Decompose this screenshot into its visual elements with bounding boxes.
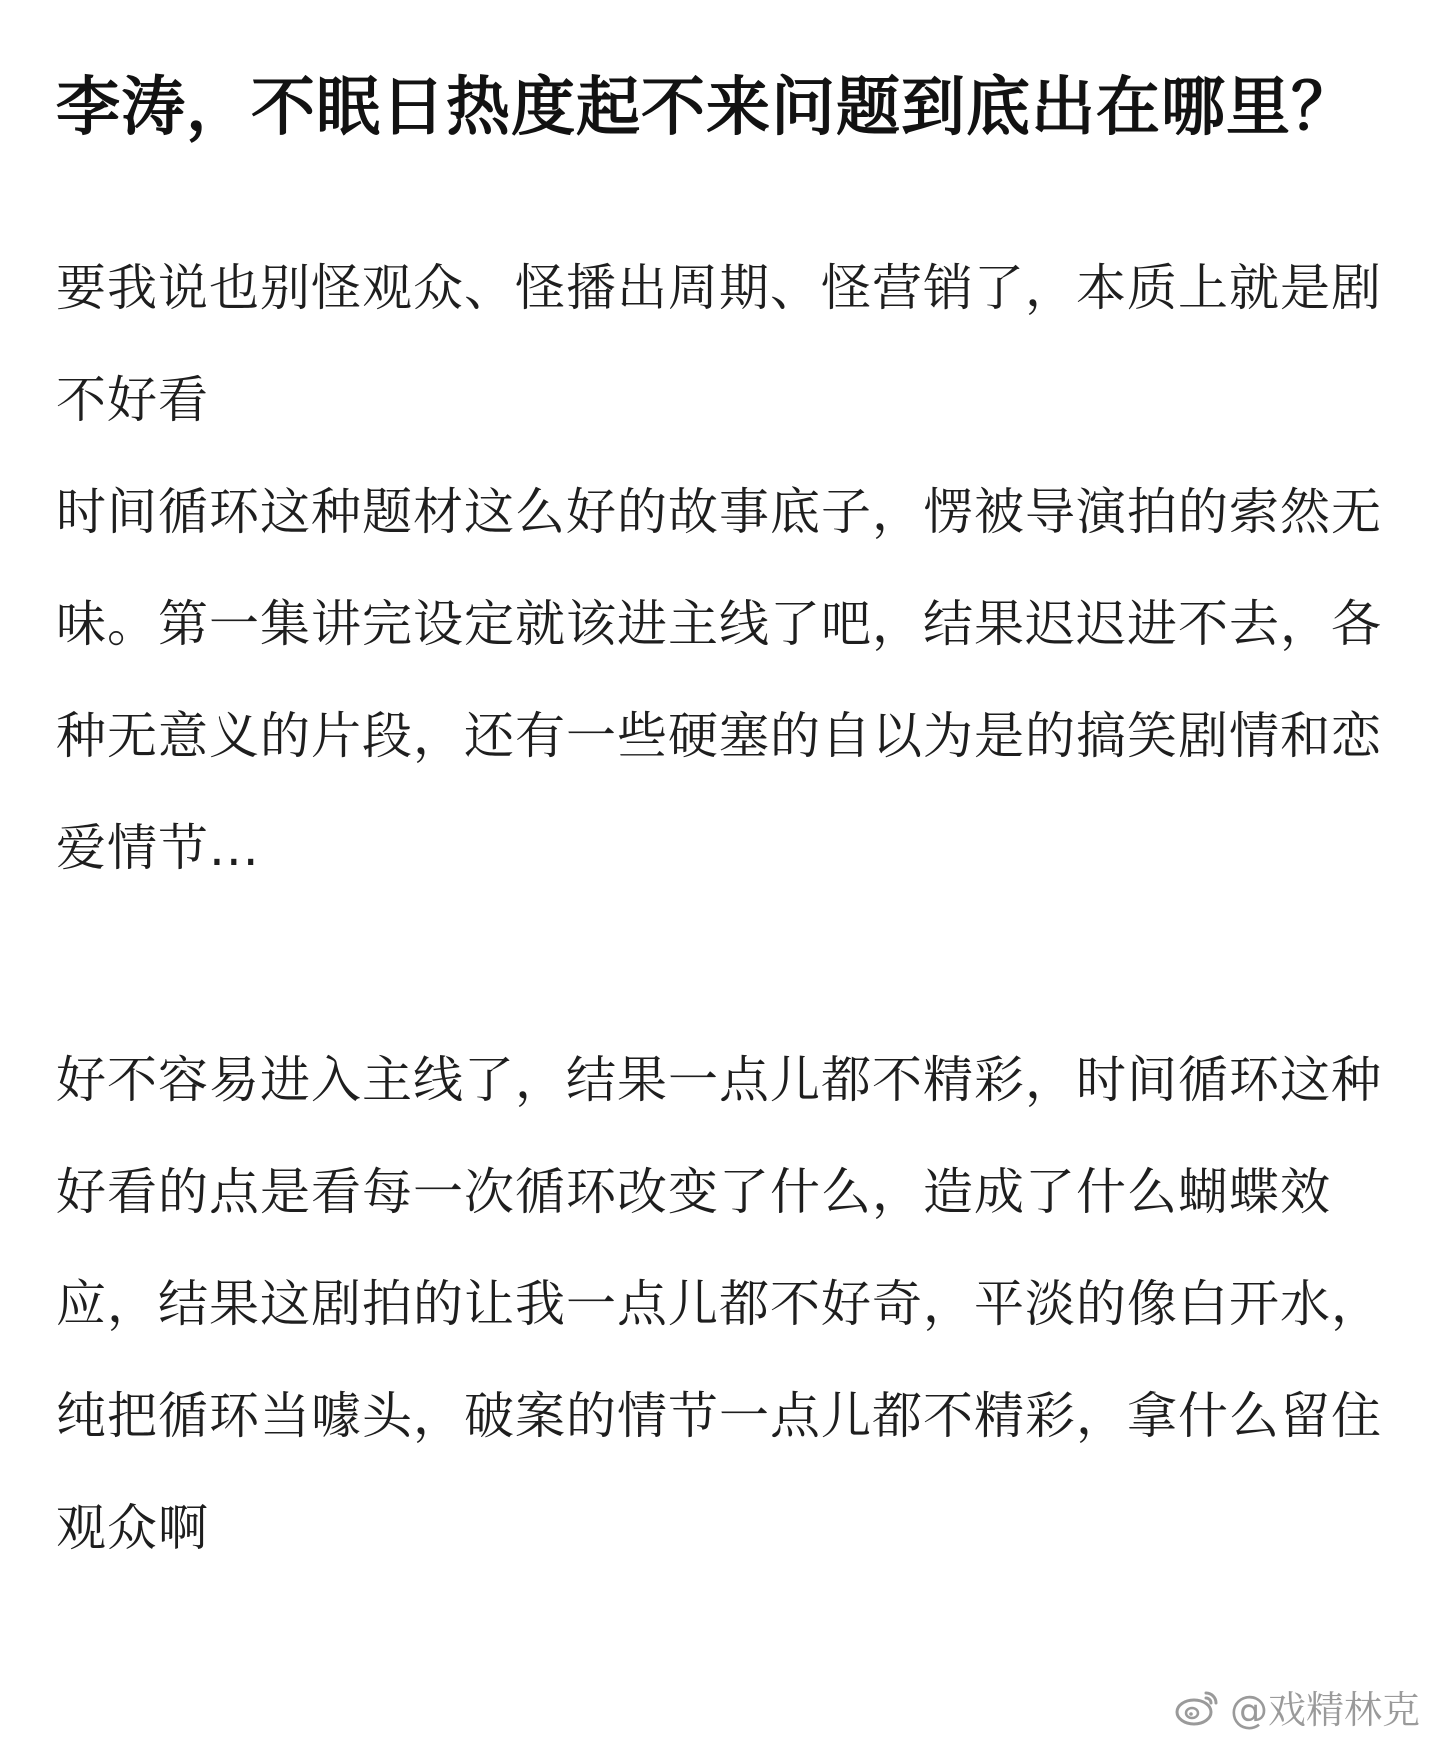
article-paragraph-1: 要我说也别怪观众、怪播出周期、怪营销了，本质上就是剧不好看 bbox=[56, 259, 1382, 429]
article-paragraph-3: 好不容易进入主线了，结果一点儿都不精彩，时间循环这种好看的点是看每一次循环改变了什么，造成了什么蝴蝶效应，结果这剧拍的让我一点儿都不好奇，平淡的像白开水，纯把循环当噱头，破案的情节一点儿都不精彩，拿什么留住观众啊 bbox=[56, 1051, 1382, 1557]
article-title: 李涛，不眠日热度起不来问题到底出在哪里？ bbox=[56, 71, 1356, 145]
weibo-logo-icon bbox=[1174, 1687, 1222, 1727]
article bbox=[56, 56, 1386, 1584]
watermark-handle: @戏精林克 bbox=[1229, 1688, 1420, 1732]
article-paragraph-2: 时间循环这种题材这么好的故事底子，愣被导演拍的索然无味。第一集讲完设定就该进主线了吧，结果迟迟进不去，各种无意义的片段，还有一些硬塞的自以为是的搞笑剧情和恋爱情节... bbox=[56, 483, 1382, 877]
weibo-watermark bbox=[1174, 1679, 1420, 1734]
